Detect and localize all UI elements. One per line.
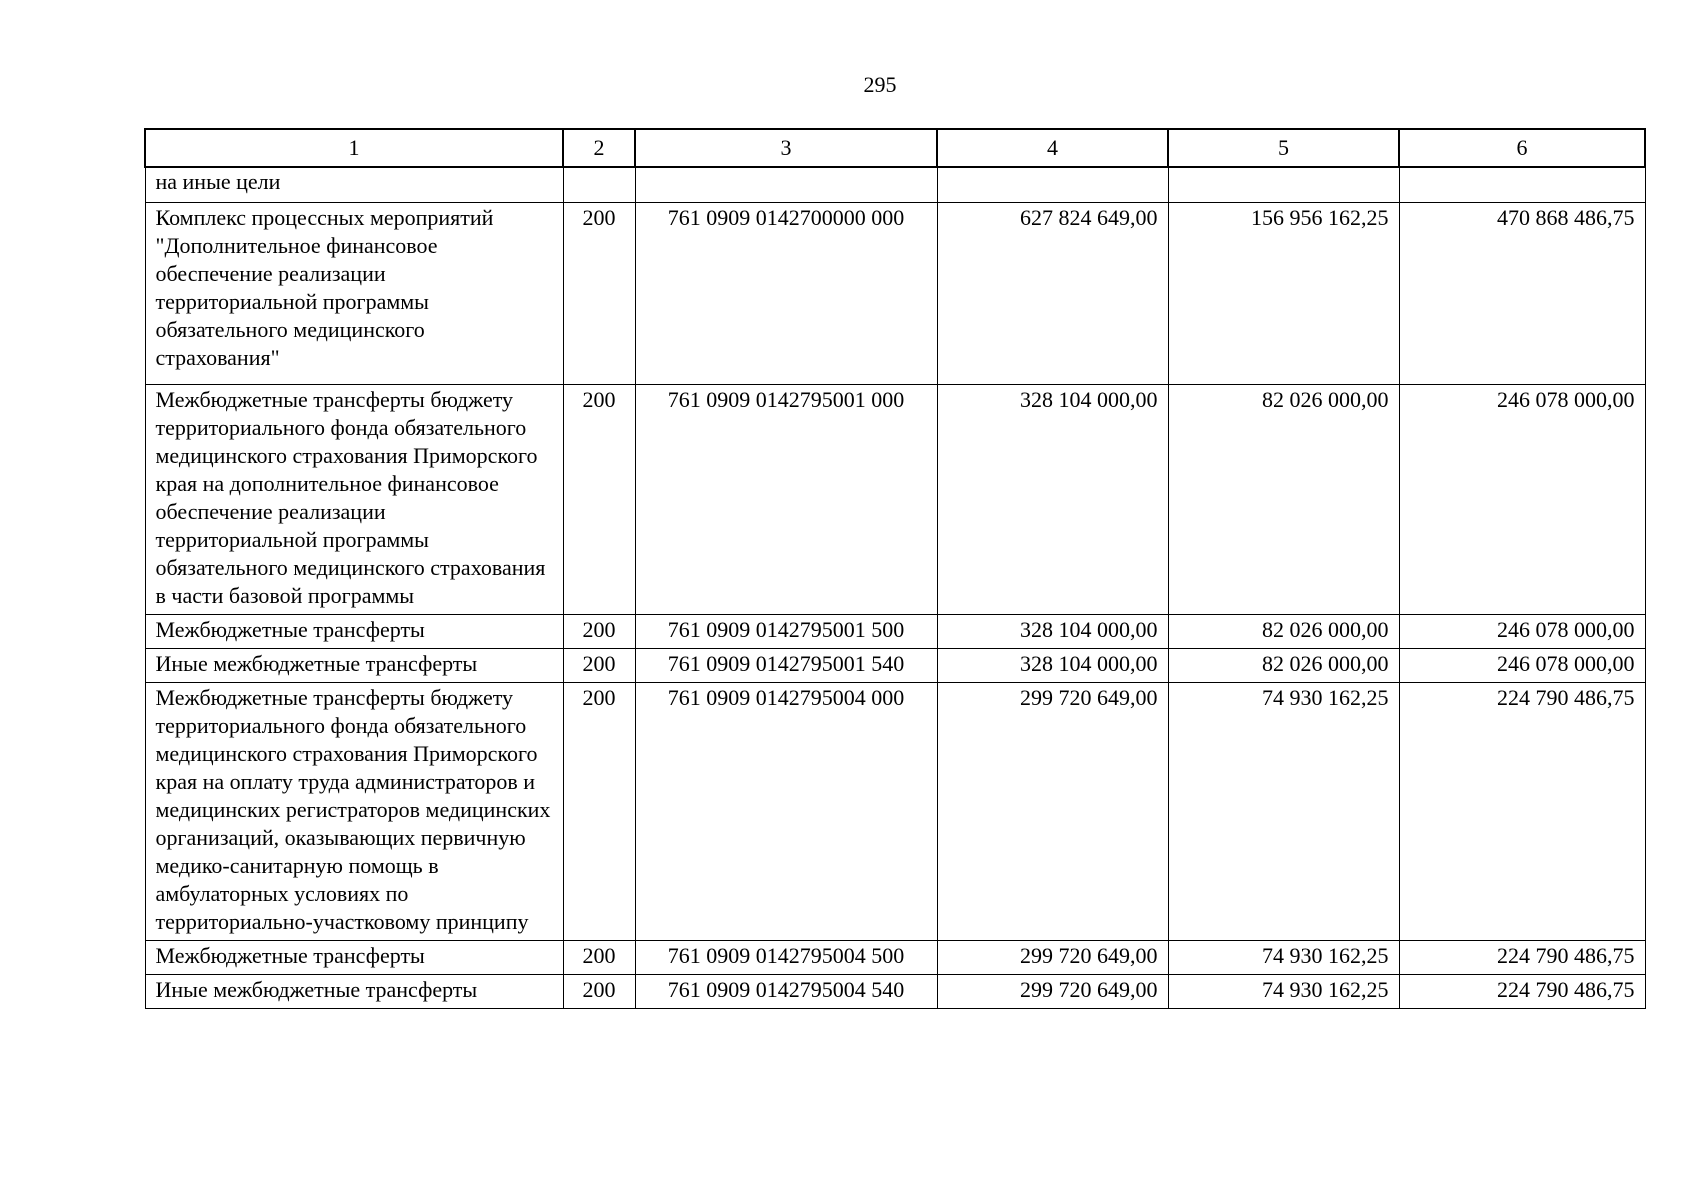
row-name: Межбюджетные трансферты [145, 615, 563, 649]
row-name: на иные цели [145, 167, 563, 203]
cell-col4: 299 720 649,00 [937, 683, 1168, 941]
cell-col2: 200 [563, 615, 635, 649]
cell-col2: 200 [563, 649, 635, 683]
column-header: 3 [635, 129, 937, 167]
cell-col4: 299 720 649,00 [937, 941, 1168, 975]
cell-col3: 761 0909 0142795001 540 [635, 649, 937, 683]
cell-col6: 246 078 000,00 [1399, 649, 1645, 683]
table-row [145, 385, 1645, 615]
cell-col5: 82 026 000,00 [1168, 385, 1399, 615]
cell-col2 [563, 167, 635, 203]
table-row [145, 649, 1645, 683]
row-name: Комплекс процессных мероприятий "Дополнительное финансовое обеспечение реализации территориальной программы обязательного медицинского страхования" [145, 203, 563, 385]
cell-col5: 82 026 000,00 [1168, 615, 1399, 649]
cell-col6: 224 790 486,75 [1399, 975, 1645, 1009]
column-header: 1 [145, 129, 563, 167]
cell-col4: 328 104 000,00 [937, 649, 1168, 683]
cell-col5: 74 930 162,25 [1168, 683, 1399, 941]
table-header-row [145, 129, 1645, 167]
cell-col2: 200 [563, 203, 635, 385]
cell-col2: 200 [563, 941, 635, 975]
cell-col3: 761 0909 0142795001 000 [635, 385, 937, 615]
row-name: Иные межбюджетные трансферты [145, 975, 563, 1009]
budget-table [144, 128, 1646, 1009]
cell-col5 [1168, 167, 1399, 203]
cell-col5: 156 956 162,25 [1168, 203, 1399, 385]
column-header: 6 [1399, 129, 1645, 167]
cell-col6 [1399, 167, 1645, 203]
table-row [145, 683, 1645, 941]
cell-col6: 246 078 000,00 [1399, 615, 1645, 649]
table-row [145, 941, 1645, 975]
cell-col2: 200 [563, 975, 635, 1009]
column-header: 2 [563, 129, 635, 167]
cell-col4: 627 824 649,00 [937, 203, 1168, 385]
cell-col6: 224 790 486,75 [1399, 683, 1645, 941]
cell-col5: 82 026 000,00 [1168, 649, 1399, 683]
cell-col5: 74 930 162,25 [1168, 975, 1399, 1009]
column-header: 4 [937, 129, 1168, 167]
row-name: Межбюджетные трансферты бюджету территориального фонда обязательного медицинского страхования Приморского края на оплату труда администраторов и медицинских регистраторов медицинских организаций, оказывающих первичную медико-санитарную помощь в амбулаторных условиях по территориально-участковому принципу [145, 683, 563, 941]
cell-col3 [635, 167, 937, 203]
table-row [145, 203, 1645, 385]
cell-col6: 224 790 486,75 [1399, 941, 1645, 975]
cell-col4 [937, 167, 1168, 203]
column-header: 5 [1168, 129, 1399, 167]
cell-col2: 200 [563, 385, 635, 615]
table-row [145, 615, 1645, 649]
page-number: 295 [863, 72, 897, 97]
row-name: Межбюджетные трансферты [145, 941, 563, 975]
row-name: Межбюджетные трансферты бюджету территориального фонда обязательного медицинского страхования Приморского края на дополнительное финансовое обеспечение реализации территориальной программы обязательного медицинского страхования в части базовой программы [145, 385, 563, 615]
cell-col6: 470 868 486,75 [1399, 203, 1645, 385]
cell-col3: 761 0909 0142795004 000 [635, 683, 937, 941]
cell-col2: 200 [563, 683, 635, 941]
cell-col3: 761 0909 0142795004 500 [635, 941, 937, 975]
row-name: Иные межбюджетные трансферты [145, 649, 563, 683]
cell-col4: 299 720 649,00 [937, 975, 1168, 1009]
cell-col3: 761 0909 0142795001 500 [635, 615, 937, 649]
cell-col4: 328 104 000,00 [937, 385, 1168, 615]
cell-col5: 74 930 162,25 [1168, 941, 1399, 975]
cell-col4: 328 104 000,00 [937, 615, 1168, 649]
cell-col3: 761 0909 0142795004 540 [635, 975, 937, 1009]
table-row [145, 167, 1645, 203]
cell-col6: 246 078 000,00 [1399, 385, 1645, 615]
cell-col3: 761 0909 0142700000 000 [635, 203, 937, 385]
table-row [145, 975, 1645, 1009]
